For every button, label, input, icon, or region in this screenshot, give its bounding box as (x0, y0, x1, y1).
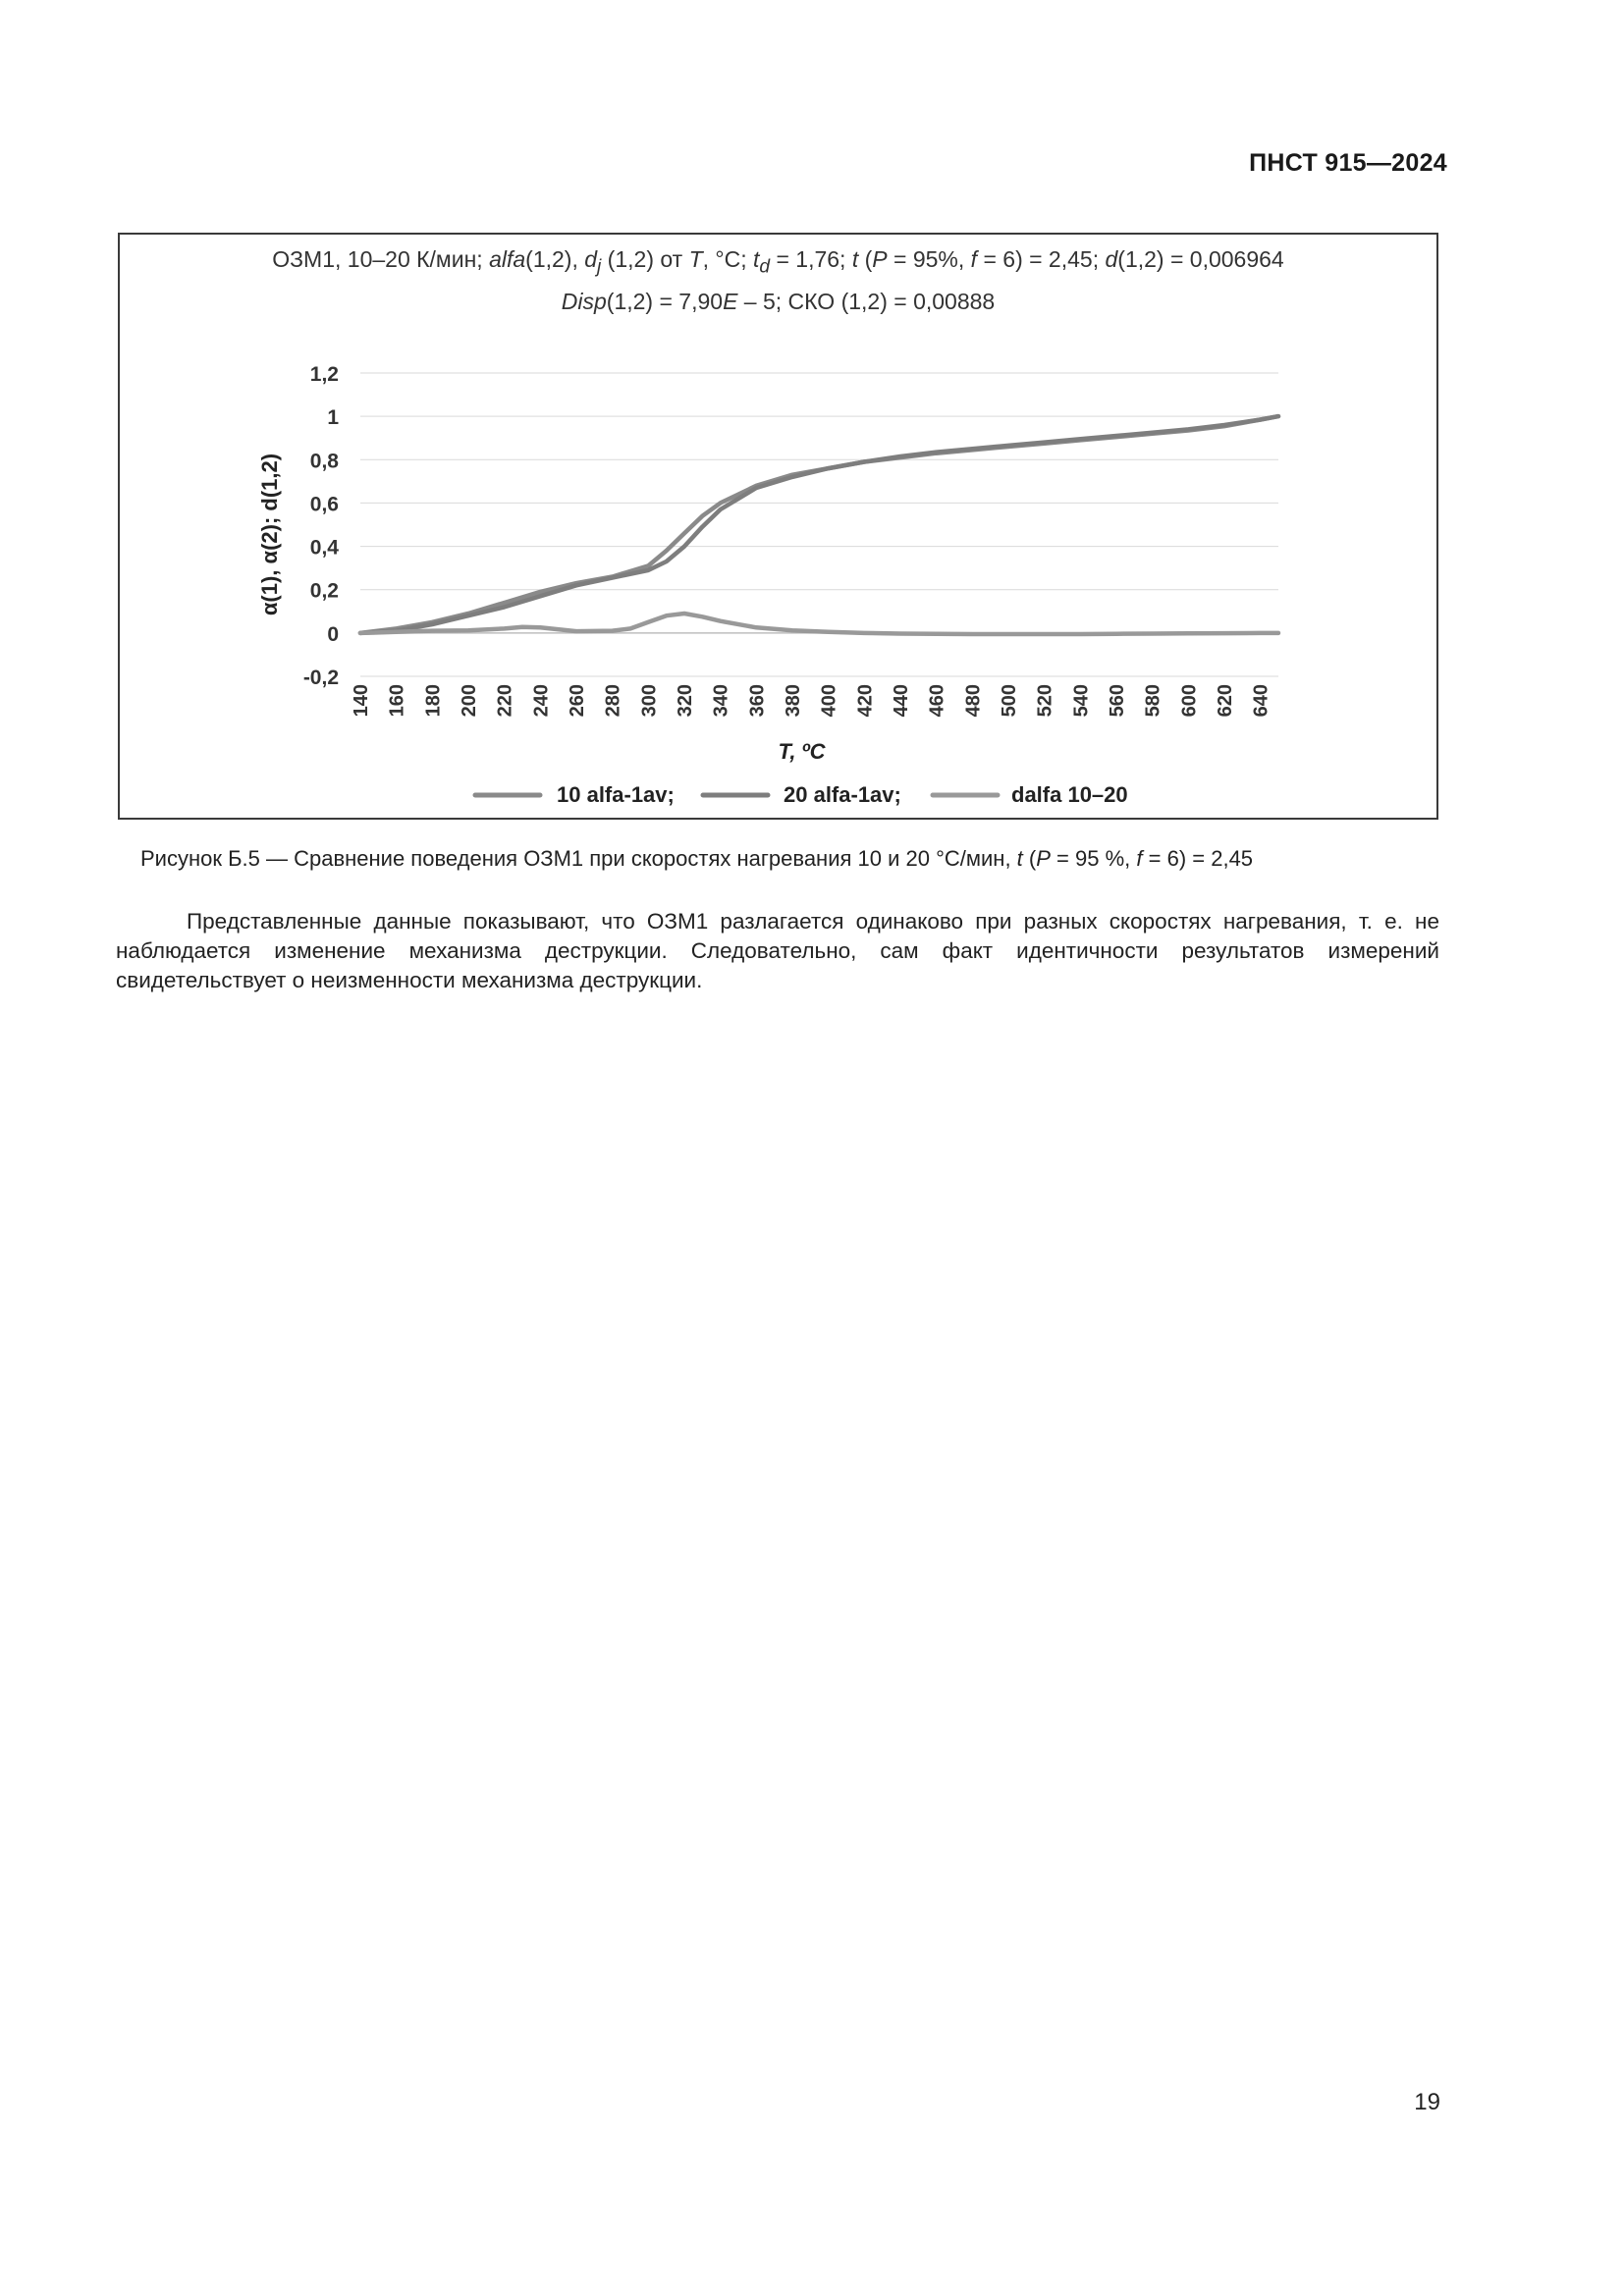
x-tick-label: 560 (1107, 684, 1128, 718)
x-tick-label: 180 (422, 684, 445, 718)
x-axis-title: T, ºC (778, 739, 826, 764)
series-line-1 (360, 416, 1278, 633)
x-tick-label: 420 (854, 684, 877, 718)
y-tick-label: 0,2 (309, 579, 339, 603)
chart-title-line-1: ОЗМ1, 10–20 К/мин; alfa(1,2), $d_j$ (1,2) от T, °С; $t_d = 1,76$; t (P = 95%, f = 6) = 2,45; d(1,2) = 0,006964 (272, 246, 1284, 278)
x-tick-label: 340 (710, 684, 732, 718)
x-tick-label: 600 (1178, 684, 1201, 718)
x-tick-label: 500 (999, 684, 1020, 718)
x-tick-label: 640 (1250, 684, 1272, 718)
x-tick-label: 220 (494, 684, 516, 718)
line-chart (120, 235, 1436, 818)
y-tick-label: -0,2 (302, 667, 339, 689)
x-tick-label: 140 (351, 684, 372, 718)
figure-chart-frame (118, 233, 1438, 820)
x-tick-label: 520 (1034, 684, 1056, 718)
y-tick-label: 0 (327, 622, 339, 646)
page-number: 19 (1414, 2089, 1440, 2115)
document-code: ПНСТ 915—2024 (1249, 149, 1447, 177)
y-axis-title: α(1), α(2); d(1,2) (257, 453, 282, 616)
x-tick-label: 460 (926, 684, 948, 718)
x-tick-label: 280 (602, 684, 624, 718)
x-tick-label: 240 (530, 684, 553, 718)
y-tick-label: 1,2 (309, 363, 339, 386)
y-tick-label: 1 (327, 406, 339, 430)
chart-title-line-2: Disp(1,2) = 7,90E – 5; СКО (1,2) = 0,00888 (561, 288, 996, 314)
x-tick-label: 580 (1142, 684, 1164, 718)
body-text (116, 907, 1439, 995)
legend-label: dalfa 10–20 (1011, 782, 1128, 807)
x-tick-label: 480 (962, 684, 985, 718)
series-line-2 (360, 416, 1278, 633)
series-line-3 (360, 614, 1278, 634)
legend-label: 10 alfa-1av; (557, 782, 675, 807)
figure-caption: Рисунок Б.5 — Сравнение поведения ОЗМ1 при скоростях нагревания 10 и 20 °С/мин, t (P = 95 %, f = 6) = 2,45 (140, 846, 1254, 871)
x-tick-label: 200 (459, 684, 480, 718)
y-tick-label: 0,6 (309, 493, 339, 516)
x-tick-label: 540 (1070, 684, 1093, 718)
y-tick-label: 0,8 (309, 450, 339, 473)
x-tick-label: 300 (638, 684, 661, 718)
legend-label: 20 alfa-1av; (784, 782, 901, 807)
x-tick-label: 440 (891, 684, 912, 718)
x-tick-label: 260 (567, 684, 588, 718)
x-tick-label: 360 (746, 684, 769, 718)
x-tick-label: 320 (675, 684, 696, 718)
x-tick-label: 400 (818, 684, 840, 718)
x-tick-label: 620 (1215, 684, 1236, 718)
x-tick-label: 380 (783, 684, 804, 718)
x-tick-label: 160 (386, 684, 408, 718)
body-paragraph: Представленные данные показывают, что ОЗМ1 разлагается одинаково при разных скоростях нагревания, т. е. не наблюдается изменение механизма деструкции. Следовательно, сам факт идентичности результатов измерений свидетельствует о неизменности механизма деструкции. (116, 909, 1439, 992)
y-tick-label: 0,4 (309, 536, 339, 560)
